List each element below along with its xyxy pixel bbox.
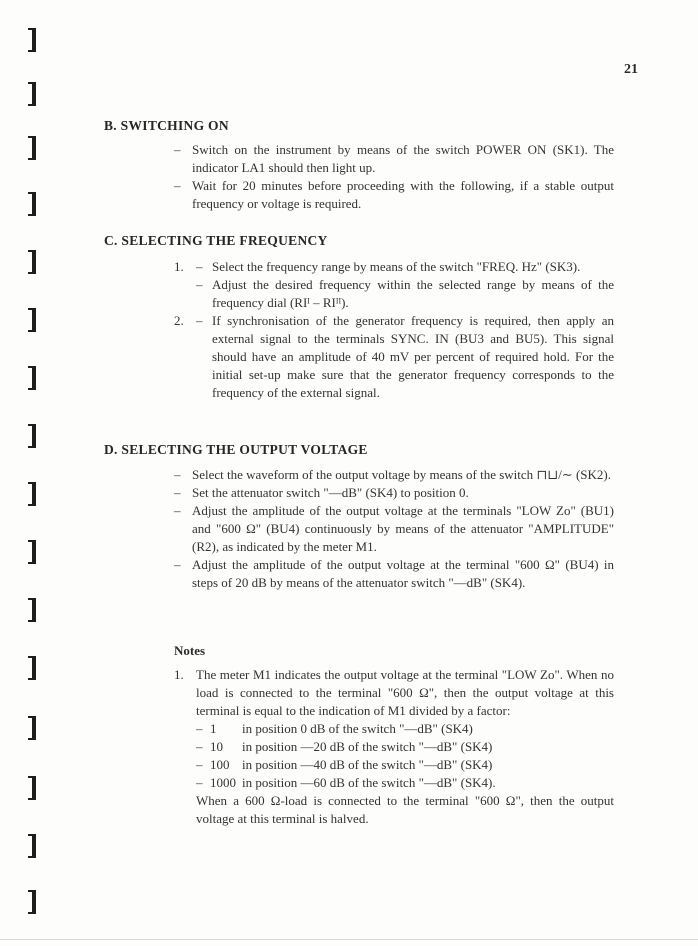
binding-ring-icon (28, 424, 36, 448)
binding-ring-icon (28, 366, 36, 390)
notes-title: Notes (174, 643, 206, 658)
dash-bullet: – (174, 557, 181, 572)
binding-ring-icon (28, 716, 36, 740)
dash-bullet: – (174, 485, 181, 500)
notes-list (174, 666, 614, 828)
binding-ring-icon (28, 834, 36, 858)
ring-binding (24, 0, 54, 946)
factor-row: – 10 in position —20 dB of the switch "—dB" (SK4) (196, 739, 493, 754)
binding-ring-icon (28, 776, 36, 800)
binding-ring-icon (28, 890, 36, 914)
binding-ring-icon (28, 482, 36, 506)
page-number: 21 (624, 62, 638, 77)
list-item: – Adjust the desired frequency within the selected range by means of the frequency dial (RIᴵ – RIᴵᴵ). (196, 277, 614, 310)
binding-ring-icon (28, 28, 36, 52)
factor-row: – 1000 in position —60 dB of the switch "—dB" (SK4). (196, 775, 496, 790)
dash-bullet: – (196, 313, 203, 328)
list-item: – Select the waveform of the output voltage by means of the switch ⊓⊔/∼ (SK2). (174, 467, 611, 482)
binding-ring-icon (28, 308, 36, 332)
list-item: – Wait for 20 minutes before proceeding with the following, if a stable output frequency or voltage is required. (174, 178, 614, 211)
page-edge-line (0, 939, 698, 940)
numbered-item: 1. The meter M1 indicates the output voltage at the terminal "LOW Zo". When no load is connected to the terminal "600 Ω", then the output voltage at this terminal is equal to the indication of M1 divided by a factor: – 1 in position 0 dB of the switch "—dB" (SK4) – 10 in position —20 dB of the switch "—dB" (SK4) – 100 in position —40 dB of the switch "—dB" (SK4) – 1000 in position —60 dB of the switch "—dB" (SK4). When a 600 Ω-load is connected to the terminal "600 Ω", then the output voltage at this terminal is halved. (174, 667, 614, 826)
numbered-item: 1. – Select the frequency range by means of the switch "FREQ. Hz" (SK3). – Adjust the desired frequency within the selected range by means of the frequency dial (RIᴵ – RIᴵᴵ). (174, 259, 614, 310)
dash-bullet: – (174, 467, 181, 482)
list-item: – Switch on the instrument by means of the switch POWER ON (SK1). The indicator LA1 should then light up. (174, 142, 614, 175)
list-item: – Set the attenuator switch "—dB" (SK4) to position 0. (174, 485, 469, 500)
frequency-list (174, 258, 614, 402)
list-item: – Select the frequency range by means of the switch "FREQ. Hz" (SK3). (196, 259, 581, 274)
dash-bullet: – (196, 259, 203, 274)
dash-bullet: – (174, 178, 181, 193)
numbered-item: 2. – If synchronisation of the generator frequency is required, then apply an external signal to the terminals SYNC. IN (BU3 and BU5). This signal should have an amplitude of 40 mV per percent of required hold. For the initial set-up make sure that the generator frequency corresponds to the frequency of the external signal. (174, 313, 614, 400)
note-closing: When a 600 Ω-load is connected to the terminal "600 Ω", then the output voltage at this terminal is halved. (196, 793, 614, 826)
section-heading-selecting-frequency: C. SELECTING THE FREQUENCY (104, 233, 328, 248)
output-voltage-list (174, 466, 614, 592)
switching-on-list (174, 141, 614, 213)
binding-ring-icon (28, 192, 36, 216)
factor-row: – 100 in position —40 dB of the switch "—dB" (SK4) (196, 757, 493, 772)
note-intro: The meter M1 indicates the output voltage at the terminal "LOW Zo". When no load is connected to the terminal "600 Ω", then the output voltage at this terminal is equal to the indication of M1 divided by a factor: (196, 667, 614, 718)
list-item: – Adjust the amplitude of the output voltage at the terminals "LOW Zo" (BU1) and "600 Ω" (BU4) continuously by means of the attenuator "AMPLITUDE" (R2), as indicated by the meter M1. (174, 503, 614, 554)
section-heading-switching-on: B. SWITCHING ON (104, 118, 229, 133)
list-item: – Adjust the amplitude of the output voltage at the terminal "600 Ω" (BU4) in steps of 20 dB by means of the attenuator switch "—dB" (SK4). (174, 557, 614, 590)
binding-ring-icon (28, 540, 36, 564)
dash-bullet: – (196, 277, 203, 292)
binding-ring-icon (28, 136, 36, 160)
binding-ring-icon (28, 598, 36, 622)
section-heading-selecting-output-voltage: D. SELECTING THE OUTPUT VOLTAGE (104, 442, 368, 457)
factor-row: – 1 in position 0 dB of the switch "—dB" (SK4) (196, 721, 473, 736)
dash-bullet: – (174, 503, 181, 518)
binding-ring-icon (28, 656, 36, 680)
dash-bullet: – (174, 142, 181, 157)
binding-ring-icon (28, 82, 36, 106)
list-item: – If synchronisation of the generator frequency is required, then apply an external signal to the terminals SYNC. IN (BU3 and BU5). This signal should have an amplitude of 40 mV per percent of required hold. For the initial set-up make sure that the generator frequency corresponds to the frequency of the external signal. (196, 313, 614, 400)
binding-ring-icon (28, 250, 36, 274)
